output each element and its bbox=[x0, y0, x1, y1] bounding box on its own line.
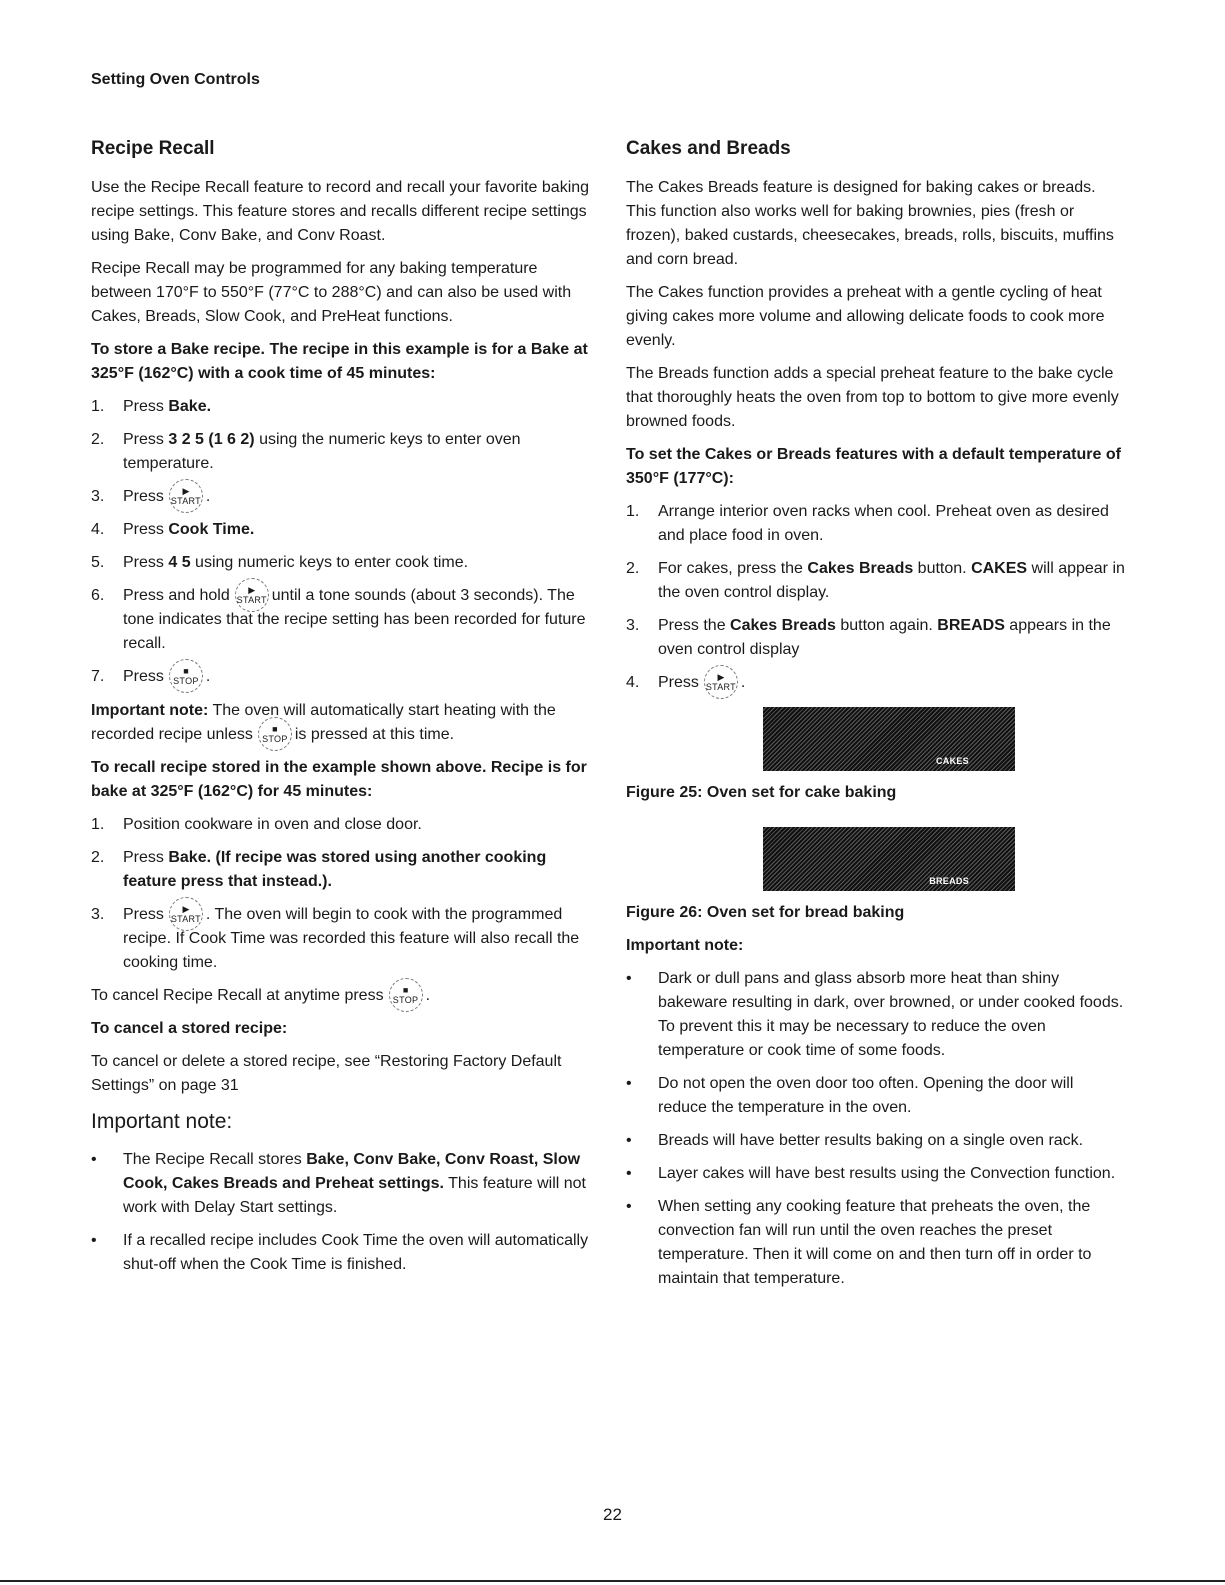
recipe-recall-intro: Use the Recipe Recall feature to record and recall your favorite baking recipe settings. This feature stores and recalls different recipe settings using Bake, Conv Bake, and Conv Roast. bbox=[91, 179, 590, 244]
note-item bbox=[626, 1129, 1126, 1153]
step-text: Press bbox=[658, 674, 699, 692]
step-text: using numeric keys to enter cook time. bbox=[190, 554, 469, 572]
store-step-1 bbox=[91, 395, 591, 419]
step-bold: Cook Time. bbox=[168, 521, 255, 539]
important-text: is pressed at this time. bbox=[294, 725, 455, 743]
step-bold: BREADS bbox=[937, 617, 1005, 634]
step-text: Press the bbox=[658, 617, 731, 634]
stop-square-icon: ■ bbox=[272, 723, 278, 734]
step-number: 3. bbox=[91, 488, 105, 505]
right-column bbox=[626, 136, 1126, 1300]
step-number: 3. bbox=[91, 905, 105, 923]
step-text: will appear in the oven control display. bbox=[658, 560, 1125, 601]
step-text: Position cookware in oven and close door. bbox=[123, 815, 422, 833]
step-number: 7. bbox=[91, 668, 105, 686]
store-step-2 bbox=[91, 428, 591, 476]
display-text: CAKES bbox=[935, 756, 969, 767]
cakes-step-4 bbox=[626, 671, 1126, 695]
figure-26-caption: Figure 26: Oven set for bread baking bbox=[626, 904, 905, 922]
start-button-icon bbox=[235, 578, 269, 612]
cancel-text: To cancel Recipe Recall at anytime press bbox=[91, 987, 384, 1005]
stop-button-icon bbox=[169, 659, 203, 693]
step-text: Press and hold bbox=[123, 587, 230, 605]
step-number: 1. bbox=[626, 503, 640, 520]
stop-button-icon bbox=[258, 717, 292, 751]
important-note-inline bbox=[91, 699, 591, 747]
cakes-breads-p3: The Breads function adds a special preheat feature to the bake cycle that thoroughly heats the oven from top to bottom to give more evenly browned foods. bbox=[626, 365, 1119, 430]
recipe-recall-heading: Recipe Recall bbox=[91, 138, 215, 159]
bottom-rule bbox=[0, 1580, 1225, 1582]
note-item bbox=[626, 1072, 1126, 1120]
bullet: • bbox=[626, 1132, 632, 1150]
store-step-6 bbox=[91, 584, 591, 656]
stop-square-icon: ■ bbox=[183, 666, 189, 677]
note-text: Breads will have better results baking on a single oven rack. bbox=[658, 1132, 1084, 1150]
note-item bbox=[626, 1195, 1126, 1291]
bullet: • bbox=[626, 970, 632, 988]
start-label: START bbox=[170, 913, 201, 924]
oven-display-cakes bbox=[763, 707, 1015, 771]
step-number: 1. bbox=[91, 815, 105, 833]
stop-label: STOP bbox=[173, 676, 199, 687]
play-icon: ▶ bbox=[182, 903, 190, 914]
cakes-step-1 bbox=[626, 500, 1126, 548]
start-button-icon bbox=[169, 479, 203, 513]
note-text: This feature will not work with Delay Start settings. bbox=[123, 1175, 586, 1217]
store-step-4 bbox=[91, 518, 591, 542]
note-text: Dark or dull pans and glass absorb more heat than shiny bakeware resulting in dark, over browned, or under cooked foods. To prevent this it may be necessary to reduce the oven temperature or cook time of some foods. bbox=[658, 970, 1124, 1060]
cancel-text: . bbox=[425, 987, 431, 1005]
step-text: button. bbox=[913, 560, 972, 577]
important-note-label: Important note: bbox=[626, 937, 744, 955]
recall-recipe-steps bbox=[91, 813, 591, 975]
step-text: Arrange interior oven racks when cool. Preheat oven as desired and place food in oven. bbox=[658, 503, 1109, 544]
note-text: Do not open the oven door too often. Opening the door will reduce the temperature in the oven. bbox=[658, 1075, 1074, 1117]
store-step-7 bbox=[91, 665, 591, 689]
bullet: • bbox=[626, 1165, 632, 1183]
note-bold: Bake, Conv Bake, Conv Roast, Slow Cook, Cakes Breads and Preheat settings. bbox=[123, 1151, 581, 1193]
note-text: When setting any cooking feature that preheats the oven, the convection fan will run until the oven reaches the preset temperature. Then it will come on and then turn off in order to maintain that temperature. bbox=[658, 1198, 1092, 1288]
step-number: 5. bbox=[91, 554, 105, 572]
step-text: appears in the oven control display bbox=[658, 617, 1111, 658]
step-text: until a tone sounds (about 3 seconds). The tone indicates that the recipe setting has been recorded for future recall. bbox=[123, 587, 586, 653]
left-column bbox=[91, 136, 591, 1286]
note-item bbox=[626, 1162, 1126, 1186]
display-text: BREADS bbox=[929, 876, 969, 887]
recall-step-3 bbox=[91, 903, 591, 975]
step-text: Press bbox=[123, 668, 164, 686]
important-note-item bbox=[91, 1229, 591, 1277]
step-number: 2. bbox=[91, 431, 105, 448]
stop-label: STOP bbox=[262, 733, 288, 744]
recall-step-1 bbox=[91, 813, 591, 837]
step-number: 4. bbox=[626, 674, 640, 691]
step-bold: 4 5 bbox=[168, 554, 191, 572]
note-item bbox=[626, 967, 1126, 1063]
step-text: button again. bbox=[835, 617, 938, 634]
cakes-important-notes bbox=[626, 967, 1126, 1291]
start-label: START bbox=[705, 682, 736, 692]
stop-button-icon bbox=[389, 978, 423, 1012]
recall-step-2 bbox=[91, 846, 591, 894]
cakes-breads-heading: Cakes and Breads bbox=[626, 138, 791, 159]
bullet: • bbox=[626, 1198, 632, 1216]
cancel-recall-text bbox=[91, 984, 591, 1008]
step-text: Press bbox=[123, 521, 169, 539]
step-bold: Bake. bbox=[168, 398, 212, 415]
cakes-step-3 bbox=[626, 614, 1126, 662]
play-icon: ▶ bbox=[182, 486, 190, 496]
step-bold: Cakes Breads bbox=[807, 560, 914, 577]
store-recipe-heading: To store a Bake recipe. The recipe in this example is for a Bake at 325°F (162°C) with a cook time of 45 minutes: bbox=[91, 341, 588, 382]
step-bold: Bake. (If recipe was stored using another cooking feature press that instead.). bbox=[123, 848, 547, 890]
store-step-5 bbox=[91, 551, 591, 575]
recall-recipe-heading: To recall recipe stored in the example shown above. Recipe is for bake at 325°F (162°C) for 45 minutes: bbox=[91, 758, 587, 800]
start-label: START bbox=[236, 595, 267, 606]
step-text: . bbox=[205, 488, 211, 506]
start-label: START bbox=[170, 496, 201, 506]
play-icon: ▶ bbox=[248, 585, 256, 596]
step-number: 6. bbox=[91, 587, 105, 605]
stop-label: STOP bbox=[392, 995, 419, 1006]
note-text: Layer cakes will have best results using the Convection function. bbox=[658, 1165, 1116, 1183]
step-number: 2. bbox=[91, 848, 105, 866]
cakes-breads-p2: The Cakes function provides a preheat with a gentle cycling of heat giving cakes more volume and allowing delicate foods to cook more evenly. bbox=[626, 284, 1105, 349]
step-text: Press bbox=[123, 488, 164, 506]
recipe-recall-range: Recipe Recall may be programmed for any baking temperature between 170°F to 550°F (77°C to 288°C) and can also be used with Cakes, Breads, Slow Cook, and PreHeat functions. bbox=[91, 260, 572, 325]
bullet: • bbox=[91, 1232, 97, 1250]
important-text: The oven will automatically start heating with the recorded recipe unless bbox=[91, 701, 556, 743]
step-number: 1. bbox=[91, 398, 105, 415]
cakes-breads-steps bbox=[626, 500, 1126, 695]
figure-25-caption: Figure 25: Oven set for cake baking bbox=[626, 784, 897, 802]
store-step-3 bbox=[91, 485, 591, 509]
important-note-list bbox=[91, 1148, 591, 1277]
important-note-item bbox=[91, 1148, 591, 1220]
step-text: Press bbox=[123, 906, 164, 924]
start-button-icon bbox=[704, 665, 738, 699]
start-button-icon bbox=[169, 897, 203, 931]
step-text: . bbox=[205, 668, 211, 686]
stop-square-icon: ■ bbox=[402, 985, 409, 996]
step-text: Press bbox=[123, 398, 169, 415]
step-number: 4. bbox=[91, 521, 105, 539]
important-note-heading: Important note: bbox=[91, 1110, 233, 1134]
step-text: Press bbox=[123, 848, 169, 866]
cakes-step-2 bbox=[626, 557, 1126, 605]
cakes-breads-p1: The Cakes Breads feature is designed for baking cakes or breads. This function also works well for baking brownies, pies (fresh or frozen), baked custards, cheesecakes, breads, rolls, biscuits, muffins and corn bread. bbox=[626, 179, 1114, 268]
step-text: using the numeric keys to enter oven temperature. bbox=[123, 431, 521, 472]
set-cakes-breads-heading: To set the Cakes or Breads features with a default temperature of 350°F (177°C): bbox=[626, 446, 1121, 487]
step-text: . The oven will begin to cook with the programmed recipe. If Cook Time was recorded this feature will also recall the cooking time. bbox=[123, 906, 580, 972]
step-bold: Cakes Breads bbox=[730, 617, 836, 634]
step-number: 2. bbox=[626, 560, 640, 577]
note-text: The Recipe Recall stores bbox=[123, 1151, 307, 1169]
bullet: • bbox=[626, 1075, 632, 1093]
play-icon: ▶ bbox=[717, 672, 725, 682]
cancel-stored-heading: To cancel a stored recipe: bbox=[91, 1020, 288, 1038]
oven-display-breads bbox=[763, 827, 1015, 891]
step-text: For cakes, press the bbox=[658, 560, 808, 577]
step-text: Press bbox=[123, 554, 169, 572]
step-bold: 3 2 5 (1 6 2) bbox=[168, 431, 255, 448]
step-text: . bbox=[740, 674, 746, 692]
step-text: Press bbox=[123, 431, 169, 448]
note-text: If a recalled recipe includes Cook Time the oven will automatically shut-off when the Cook Time is finished. bbox=[123, 1232, 589, 1274]
section-title: Setting Oven Controls bbox=[91, 71, 260, 88]
store-recipe-steps bbox=[91, 395, 591, 690]
step-number: 3. bbox=[626, 617, 640, 634]
cancel-stored-text: To cancel or delete a stored recipe, see “Restoring Factory Default Settings” on page 31 bbox=[91, 1053, 562, 1095]
important-label: Important note: bbox=[91, 701, 209, 719]
page-number: 22 bbox=[603, 1505, 622, 1524]
step-bold: CAKES bbox=[971, 560, 1028, 577]
bullet: • bbox=[91, 1151, 97, 1169]
